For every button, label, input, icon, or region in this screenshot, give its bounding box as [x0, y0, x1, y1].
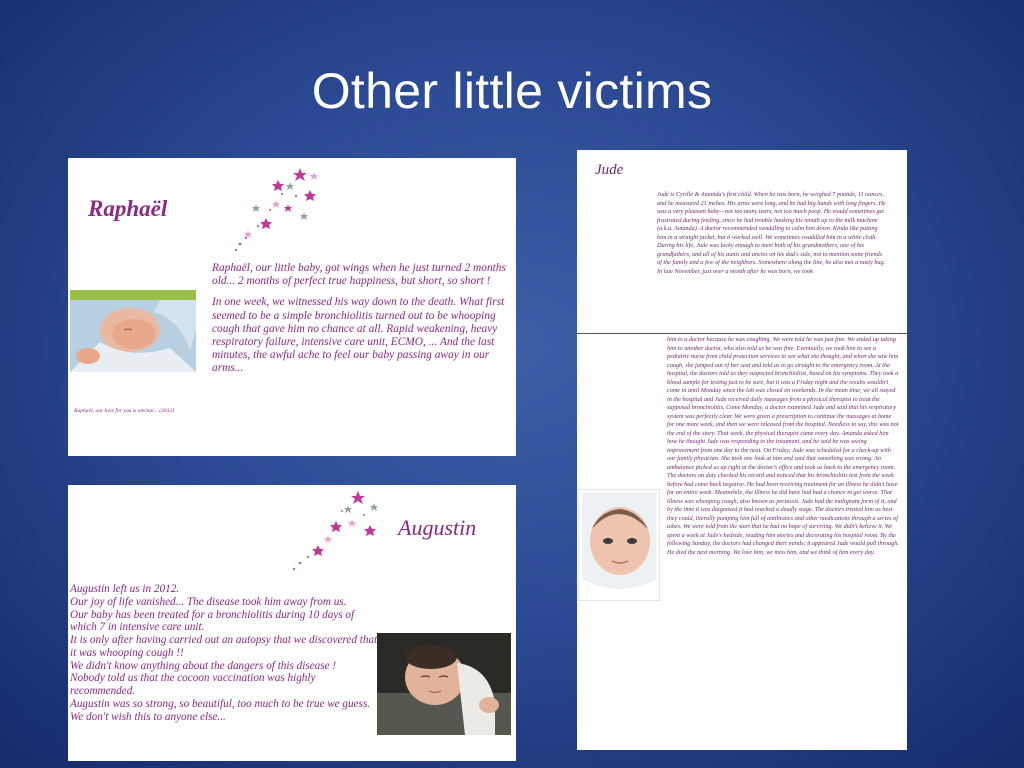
- jude-story-body: him to a doctor because he was coughing. We were told he was just fine. We ended up taking him to another doctor, who also told us he was fine. Eventually, we took him to see a pediatric nurse from child protection services to see what she thought, and when she saw him cough, she jumped out of her seat and told us to go straight to the emergency room. At the hospital, the doctors told us they suspected bronchiolitis, based on his symptoms. They took a blood sample for testing just to be sure, but it was a Friday night and the results wouldn't come in until Monday since the lab was closed on weekends. In the mean time, we all stayed in the hospital and Jude received daily massages from a physical therapist to treat the supposed bronchiolitis. Come Monday, a doctor examined Jude and said that his respiratory system was perfectly clear. We were given a prescription to continue the massages at home for one more week, and then we were released from the hospital. Needless to say, this was not the end of the story. That week, the physical therapist came every day. Amanda asked him how he thought Jude was responding to the treatment, and he said he was seeing improvement from one day to the next. On Friday, Jude was scheduled for a check-up with our family physician. She took one look at him and said that something was wrong. An ambulance picked us up right at the doctor's office and took us back to the emergency room. The doctors on duty checked his record and noticed that his bronchiolitis test from the week before had come back negative. He had been receiving treatment for an illness he didn't have for an entire week. Meanwhile, the illness he did have had had a chance to get worse. That illness was whooping cough, also known as pertussis. Jude had the malignant form of it, and by the time it was diagnosed it had reached a deadly stage. The doctors treated him as best they could, literally pumping him full of antibiotics and other medications through a series of tubes. We were told from the start that he had no hope of surviving. We didn't believe it. We spent a week at Jude's bedside, reading him stories and decorating his hospital room. By the following Sunday, the doctors had changed their minds; it appeared Jude would pull through. He died the next morning. We love him, we miss him, and we think of him every day.: [667, 336, 899, 556]
- augustin-line: It is only after having carried out an autopsy that we discovered that it was whooping cough !!: [70, 634, 378, 659]
- jude-story-top: Jude is Cyrille & Amanda's first child. When he was born, he weighed 7 pounds, 11 ounces, and he measured 21 inches. His arms were long, and he had big hands with long fingers. He was a very pleasant baby—not too many tears, not too much poop. He would sometimes get frustrated during feeding, since he had trouble hooking his mouth up to the milk machine (a.k.a. Amanda). A doctor recommended swaddling to calm him down. Kinda like putting him in a straight jacket, but it worked well. We sometimes swaddled him in a white cloth. During his life, Jude was lucky enough to meet both of his grandmothers, one of his grandfathers, and all of his aunts and uncles on his dad's side, not to mention some friends of the family and a few of the neighbors. Somewhere along the line, he also met a nasty bug. In late November, just over a month after he was born, we took: [657, 191, 886, 275]
- stars-decoration-icon: [278, 485, 388, 575]
- augustin-line: We don't wish this to anyone else...: [70, 710, 226, 723]
- jude-card: [577, 150, 907, 750]
- augustin-line: Augustin was so strong, so beautiful, too much to be true we guess.: [70, 697, 371, 710]
- augustin-line: We didn't know anything about the dangers of this disease !: [70, 659, 337, 672]
- raphael-name: Raphaël: [88, 196, 168, 221]
- jude-name: Jude: [595, 162, 624, 178]
- newborn-baby-photo-icon: [578, 489, 660, 601]
- augustin-line: Nobody told us that the cocoon vaccination was highly recommended.: [70, 672, 316, 697]
- baby-photo-icon: [377, 633, 511, 735]
- augustin-story: [70, 583, 380, 723]
- raphael-card: [68, 158, 516, 456]
- raphael-paragraph: Raphaël, our little baby, got wings when he just turned 2 months old... 2 months of perfect true happiness, but short, so short !: [212, 262, 506, 288]
- slide-title: Other little victims: [311, 63, 713, 119]
- augustin-line: Augustin left us in 2012.: [70, 583, 180, 595]
- augustin-card: [68, 485, 516, 761]
- raphael-caption: Raphaël, our love for you is eternal... (2012): [74, 408, 175, 414]
- raphael-paragraph: In one week, we witnessed his way down to the death. What first seemed to be a simple bronchiolitis turned out to be whooping cough that gave him no chance at all. Rapid weakening, heavy respiratory failure, intensive care unit, ECMO, ... And the last minutes, the awful ache to feel our baby passing away in our arms...: [212, 296, 505, 375]
- augustin-name: Augustin: [398, 515, 477, 540]
- augustin-line: Our joy of life vanished... The disease took him away from us.: [70, 595, 347, 608]
- augustin-line: Our baby has been treated for a bronchiolitis during 10 days of which 7 in intensive care unit.: [70, 608, 355, 634]
- page-divider: [577, 333, 907, 334]
- raphael-story: [212, 262, 512, 384]
- stars-decoration-icon: [218, 160, 328, 260]
- sleeping-baby-photo-icon: [70, 290, 196, 372]
